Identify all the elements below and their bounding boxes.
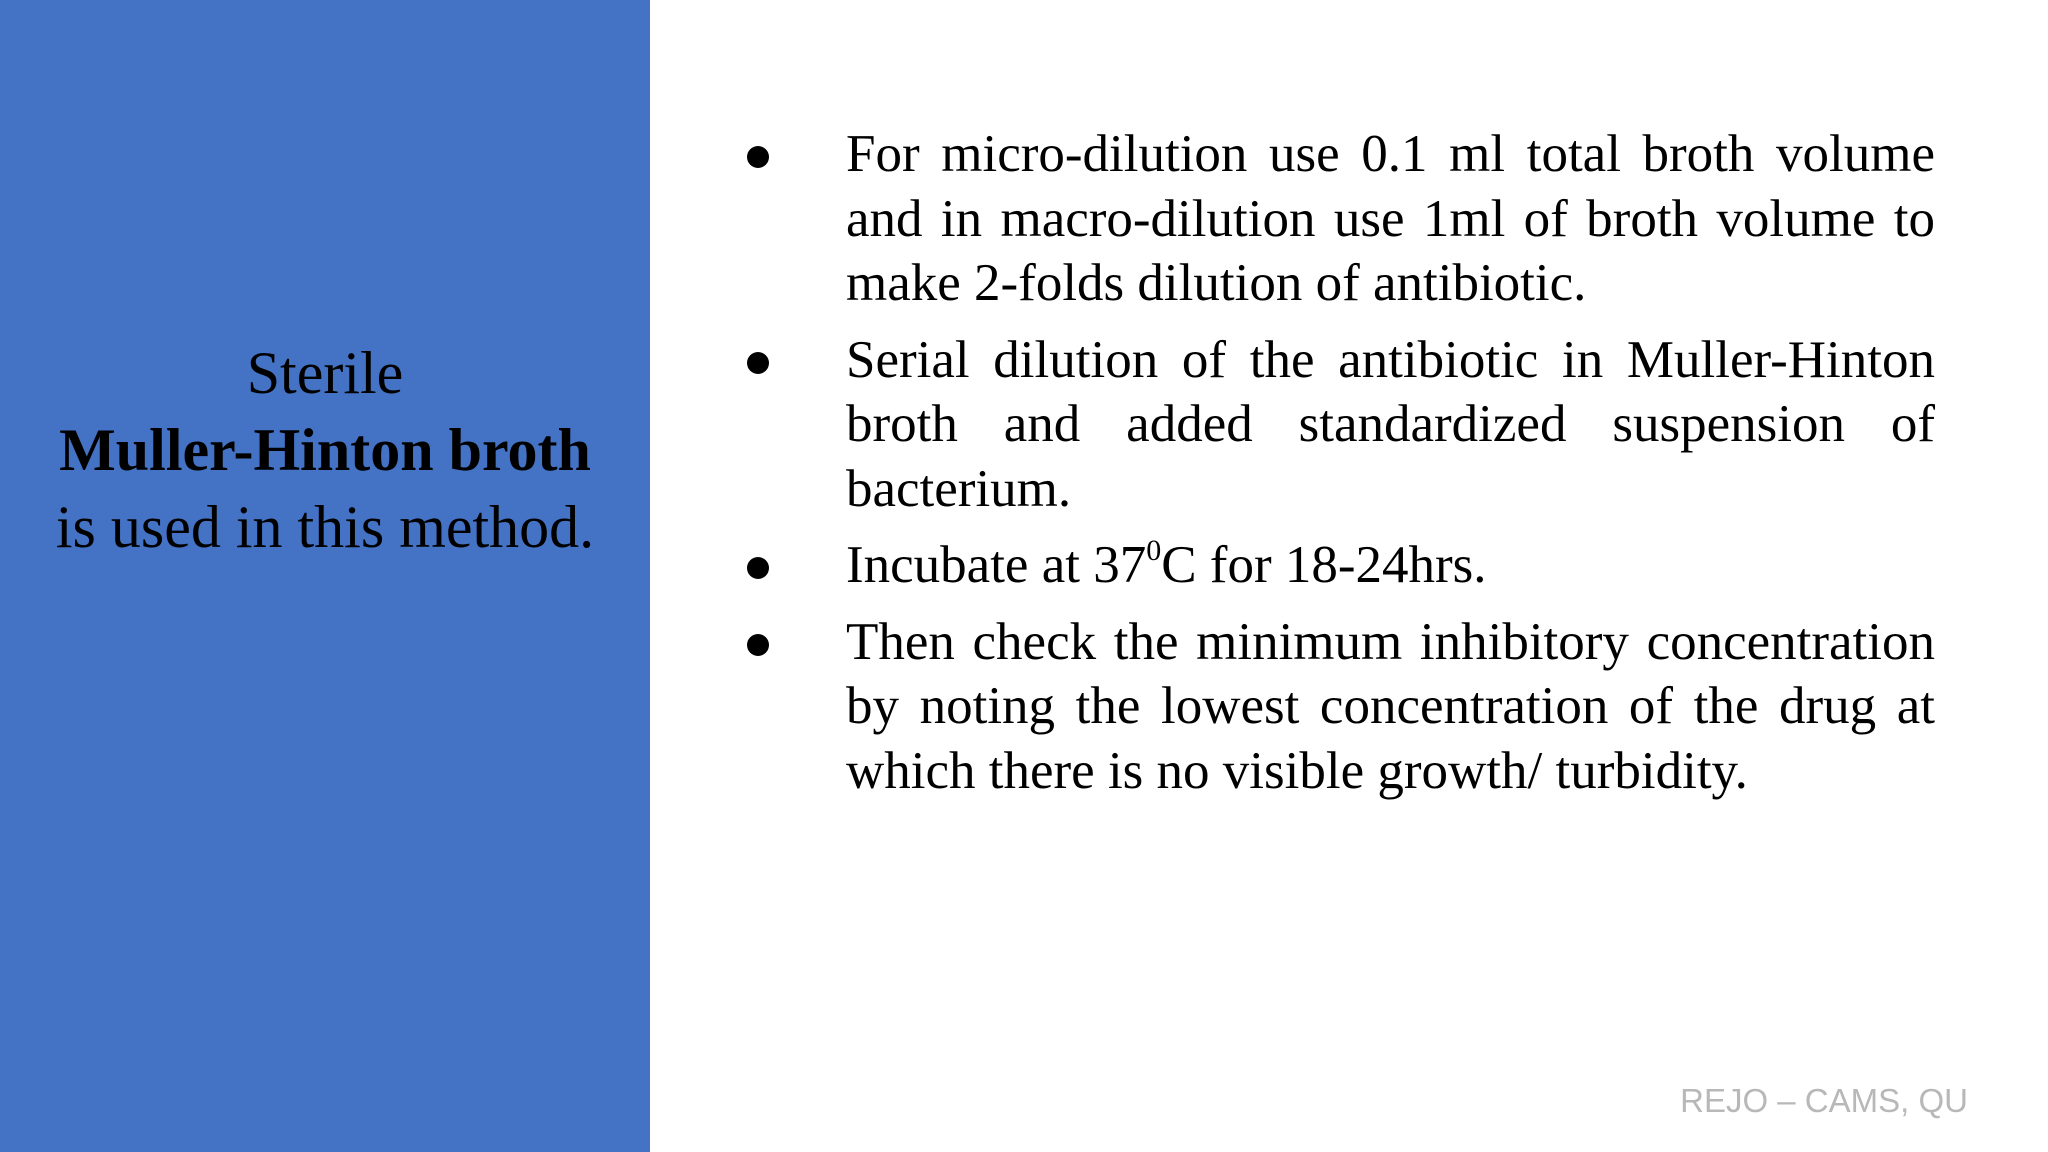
bullet-dot-icon <box>747 352 769 374</box>
left-line-method: is used in this method. <box>55 494 595 560</box>
bullet-dot-icon <box>747 557 769 579</box>
bullet-dot-icon <box>747 634 769 656</box>
footer-credit: REJO – CAMS, QU <box>1680 1082 1968 1119</box>
bullet-text: Serial dilution of the antibiotic in Muller-Hinton broth and added standardized suspension of bacterium. <box>846 330 1935 518</box>
bullet-text-after: C for 18-24hrs. <box>1161 536 1487 594</box>
bullet-item-dilution-volume <box>745 122 1935 316</box>
bullet-item-check-mic <box>745 610 1935 804</box>
bullet-text-before: Incubate at 37 <box>846 536 1147 594</box>
bullet-dot-icon <box>747 146 769 168</box>
left-panel <box>0 0 650 1152</box>
bullet-item-serial-dilution <box>745 328 1935 522</box>
bullet-list <box>745 122 1935 815</box>
left-line-sterile: Sterile <box>246 340 404 406</box>
left-panel-text <box>0 335 650 566</box>
bullet-item-incubate <box>745 533 1935 598</box>
left-line-muller-hinton: Muller-Hinton broth <box>59 417 591 483</box>
bullet-text: For micro-dilution use 0.1 ml total broth volume and in macro-dilution use 1ml of broth volume to make 2-folds dilution of antibiotic. <box>846 125 1935 312</box>
bullet-superscript: 0 <box>1146 534 1162 567</box>
bullet-text: Then check the minimum inhibitory concentration by noting the lowest concentration of the drug at which there is no visible growth/ turbidity. <box>846 612 1935 800</box>
